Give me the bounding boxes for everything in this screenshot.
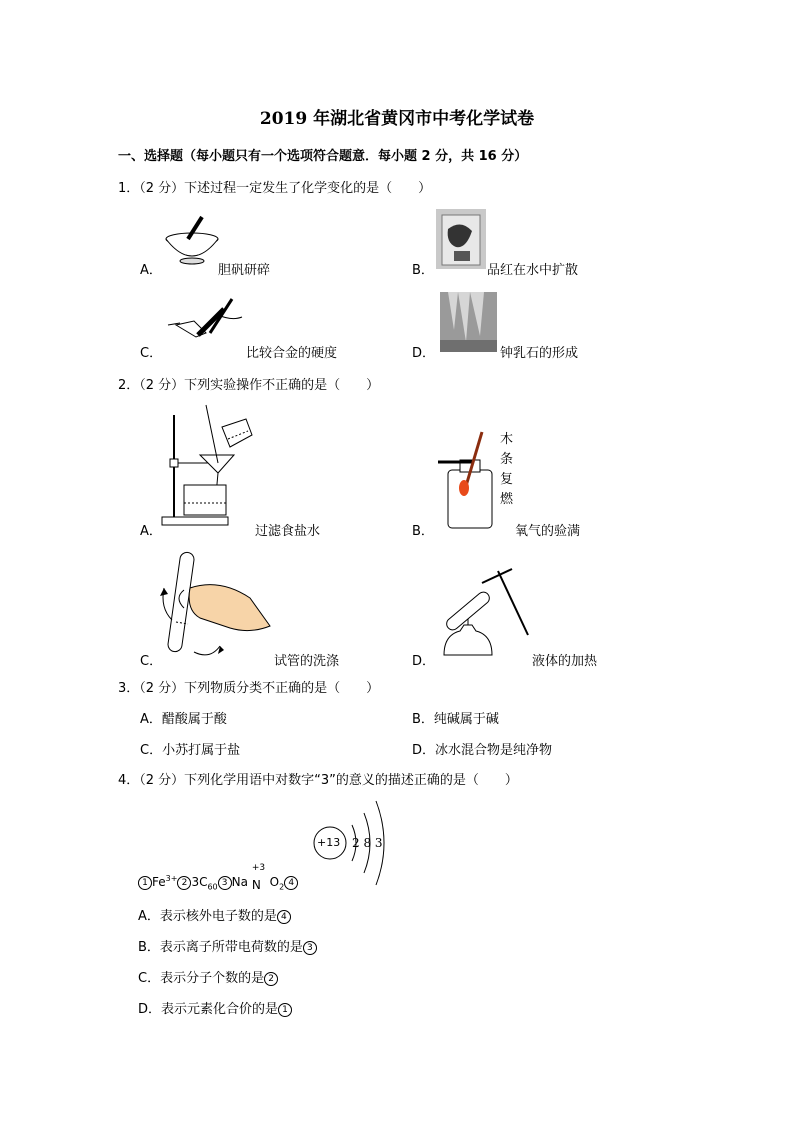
fe-symbol: Fe: [152, 875, 166, 889]
circled-4: 4: [284, 876, 298, 890]
q1-option-d[interactable]: D．: [412, 346, 436, 361]
q3-option-d[interactable]: D．冰水混合物是纯净物: [412, 743, 553, 758]
q2-option-d[interactable]: D．: [412, 654, 436, 669]
fe-charge: 3+: [165, 874, 178, 883]
q2-d-caption: 液体的加热: [532, 654, 598, 669]
q2-option-b[interactable]: B．: [412, 524, 434, 539]
mortar-pestle-image: [162, 215, 222, 267]
q1-a-caption: 胆矾研碎: [218, 263, 271, 278]
q4-d-text: D．表示元素化合价的是: [138, 1002, 279, 1017]
q2-b-label-4: 燃: [500, 492, 514, 507]
q2-stem: 2．（2 分）下列实验操作不正确的是（ ）: [118, 378, 380, 393]
q1-option-c[interactable]: C．: [140, 346, 163, 361]
dye-diffusion-photo: [436, 209, 486, 269]
q4-symbol-row: [138, 863, 298, 892]
q2-option-a[interactable]: A．: [140, 524, 162, 539]
q2-b-label-3: 复: [500, 472, 514, 487]
q4-a-text: A．表示核外电子数的是: [138, 909, 277, 924]
q4-option-c[interactable]: [138, 967, 278, 986]
circled-2: 2: [177, 876, 191, 890]
oxygen-test-image: [438, 430, 498, 530]
q3-stem: 3．（2 分）下列物质分类不正确的是（ ）: [118, 681, 380, 696]
q4-c-circled: 2: [264, 972, 278, 986]
n-valence: +3: [251, 863, 266, 873]
o2-symbol: O: [269, 875, 280, 889]
q1-option-b[interactable]: B．: [412, 263, 434, 278]
q3-option-c[interactable]: C．小苏打属于盐: [140, 743, 241, 758]
q1-option-a[interactable]: A．: [140, 263, 162, 278]
filtration-setup-image: [160, 405, 255, 530]
q1-d-caption: 钟乳石的形成: [500, 346, 579, 361]
c60-subscript: 60: [207, 882, 218, 892]
n-symbol: N: [251, 878, 261, 892]
q4-a-circled: 4: [277, 910, 291, 924]
q2-b-label-1: 木: [500, 432, 514, 447]
section-heading: 一、选择题（每小题只有一个选项符合题意．每小题 2 分，共 16 分）: [118, 149, 528, 164]
test-tube-washing-image: [160, 548, 272, 663]
q1-b-caption: 品红在水中扩散: [487, 263, 579, 278]
o2-subscript: 2: [279, 882, 285, 892]
q4-b-circled: 3: [303, 941, 317, 955]
q3-option-b[interactable]: B．纯碱属于碱: [412, 712, 499, 727]
q4-c-text: C．表示分子个数的是: [138, 971, 265, 986]
c60-symbol: 3C: [191, 875, 208, 889]
q4-option-a[interactable]: [138, 905, 291, 924]
stalactite-photo: [440, 292, 497, 352]
alloy-scratch-image: [166, 295, 244, 355]
q2-c-caption: 试管的洗涤: [274, 654, 340, 669]
q4-option-d[interactable]: [138, 998, 292, 1017]
q4-stem: 4．（2 分）下列化学用语中对数字“3”的意义的描述正确的是（ ）: [118, 773, 518, 788]
circled-1: 1: [138, 876, 152, 890]
liquid-heating-image: [438, 565, 530, 663]
q3-option-a[interactable]: A．醋酸属于酸: [140, 712, 227, 727]
na-symbol: Na: [231, 875, 248, 889]
q1-c-caption: 比较合金的硬度: [246, 346, 338, 361]
page-title: 2019 年湖北省黄冈市中考化学试卷: [259, 109, 535, 129]
q2-b-label-2: 条: [500, 452, 514, 467]
atom-nucleus-label: +13: [317, 836, 341, 849]
q1-stem: 1．（2 分）下述过程一定发生了化学变化的是（ ）: [118, 181, 432, 196]
q4-option-b[interactable]: [138, 936, 317, 955]
q4-d-circled: 1: [278, 1003, 292, 1017]
atom-shell-electrons: 2 8 3: [352, 836, 383, 850]
circled-3: 3: [218, 876, 232, 890]
q2-option-c[interactable]: C．: [140, 654, 163, 669]
q4-b-text: B．表示离子所带电荷数的是: [138, 940, 303, 955]
q2-b-caption: 氧气的验满: [515, 524, 581, 539]
q2-a-caption: 过滤食盐水: [255, 524, 321, 539]
